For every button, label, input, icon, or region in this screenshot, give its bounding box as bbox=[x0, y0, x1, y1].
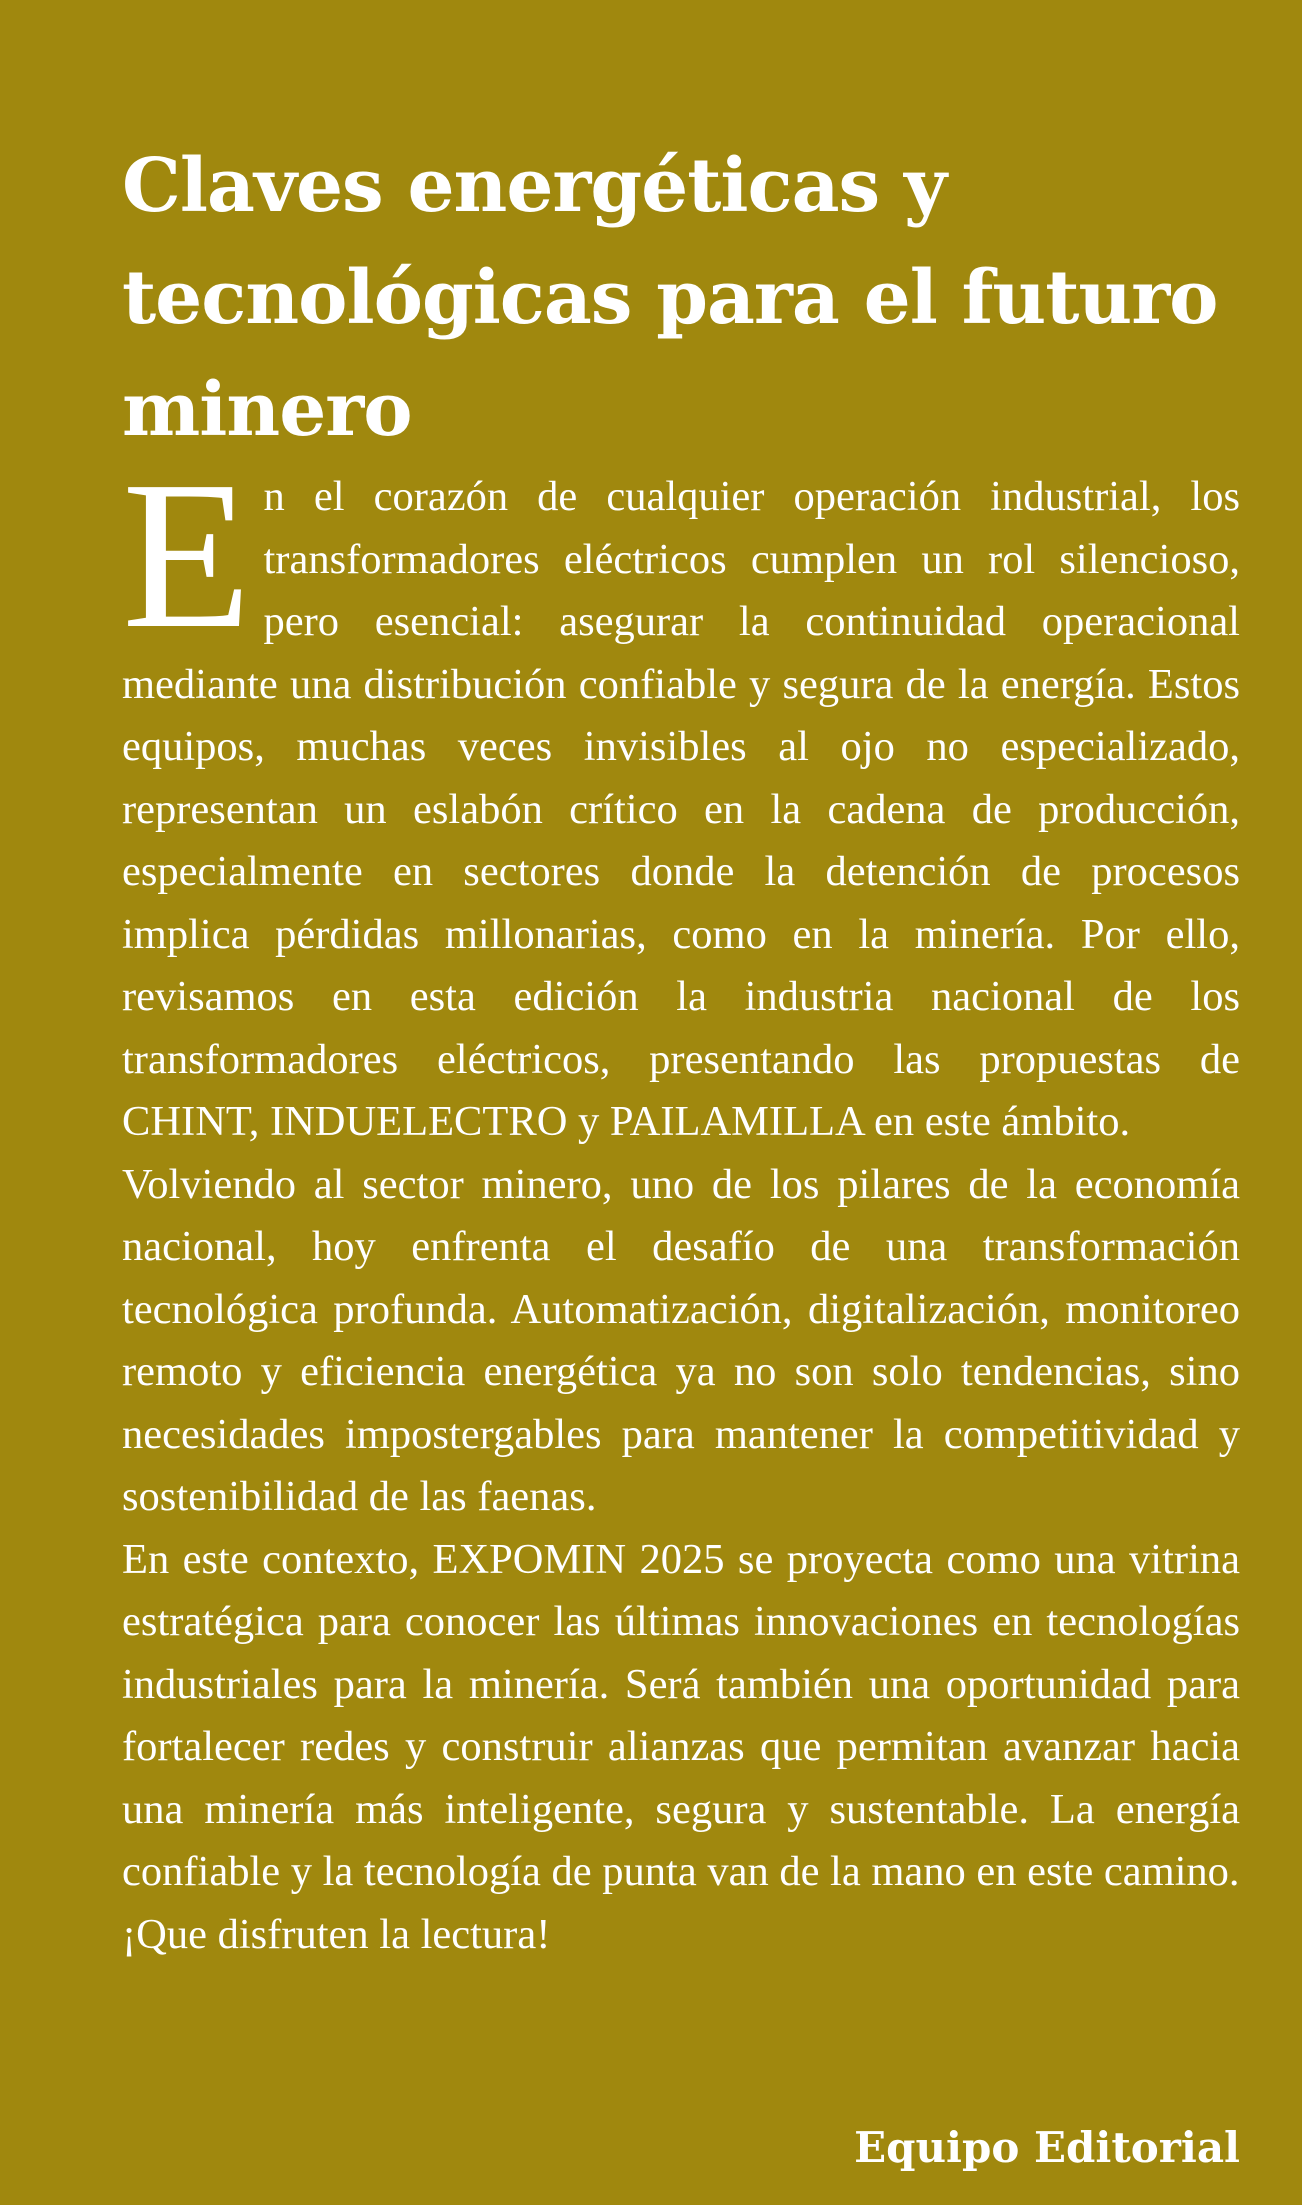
signature: Equipo Editorial bbox=[854, 2123, 1240, 2172]
closing-line: ¡Que disfruten la lectura! bbox=[122, 1910, 551, 1958]
editorial-column bbox=[122, 130, 1240, 1966]
paragraph-intro-text: n el corazón de cualquier operación industrial, los transformadores eléctricos cumplen un rol silencioso, pero esencial: asegurar la continuidad operacional mediante una distribución confiable y segura de la energía. Estos equipos, muchas veces invisibles al ojo no especializado, representan un eslabón crítico en la cadena de producción, especialmente en sectores donde la detención de procesos implica pérdidas millonarias, como en la minería. Por ello, revisamos en esta edición la industria nacional de los transformadores eléctricos, presentando las propuestas de CHINT, INDUELECTRO y PAILAMILLA en este ámbito. bbox=[122, 473, 1240, 1145]
paragraph-expomin: En este contexto, EXPOMIN 2025 se proyecta como una vitrina estratégica para conocer las últimas innovaciones en tecnologías industriales para la minería. Será también una oportunidad para fortalecer redes y construir alianzas que permitan avanzar hacia una minería más inteligente, segura y sustentable. La energía confiable y la tecnología de punta van de la mano en este camino. bbox=[122, 1535, 1240, 1895]
paragraph-mining-sector: Volviendo al sector minero, uno de los pilares de la economía nacional, hoy enfrenta el desafío de una transformación tecnológica profunda. Automatización, digitalización, monitoreo remoto y eficiencia energética ya no son solo tendencias, sino necesidades impostergables para mantener la competitividad y sostenibilidad de las faenas. bbox=[122, 1160, 1240, 1520]
paragraph-intro bbox=[122, 437, 1240, 1154]
editorial-title: Claves energéticas y tecnológicas para el futuro minero bbox=[122, 143, 1218, 453]
editorial-body bbox=[122, 437, 1240, 1966]
drop-cap: E bbox=[122, 437, 252, 672]
